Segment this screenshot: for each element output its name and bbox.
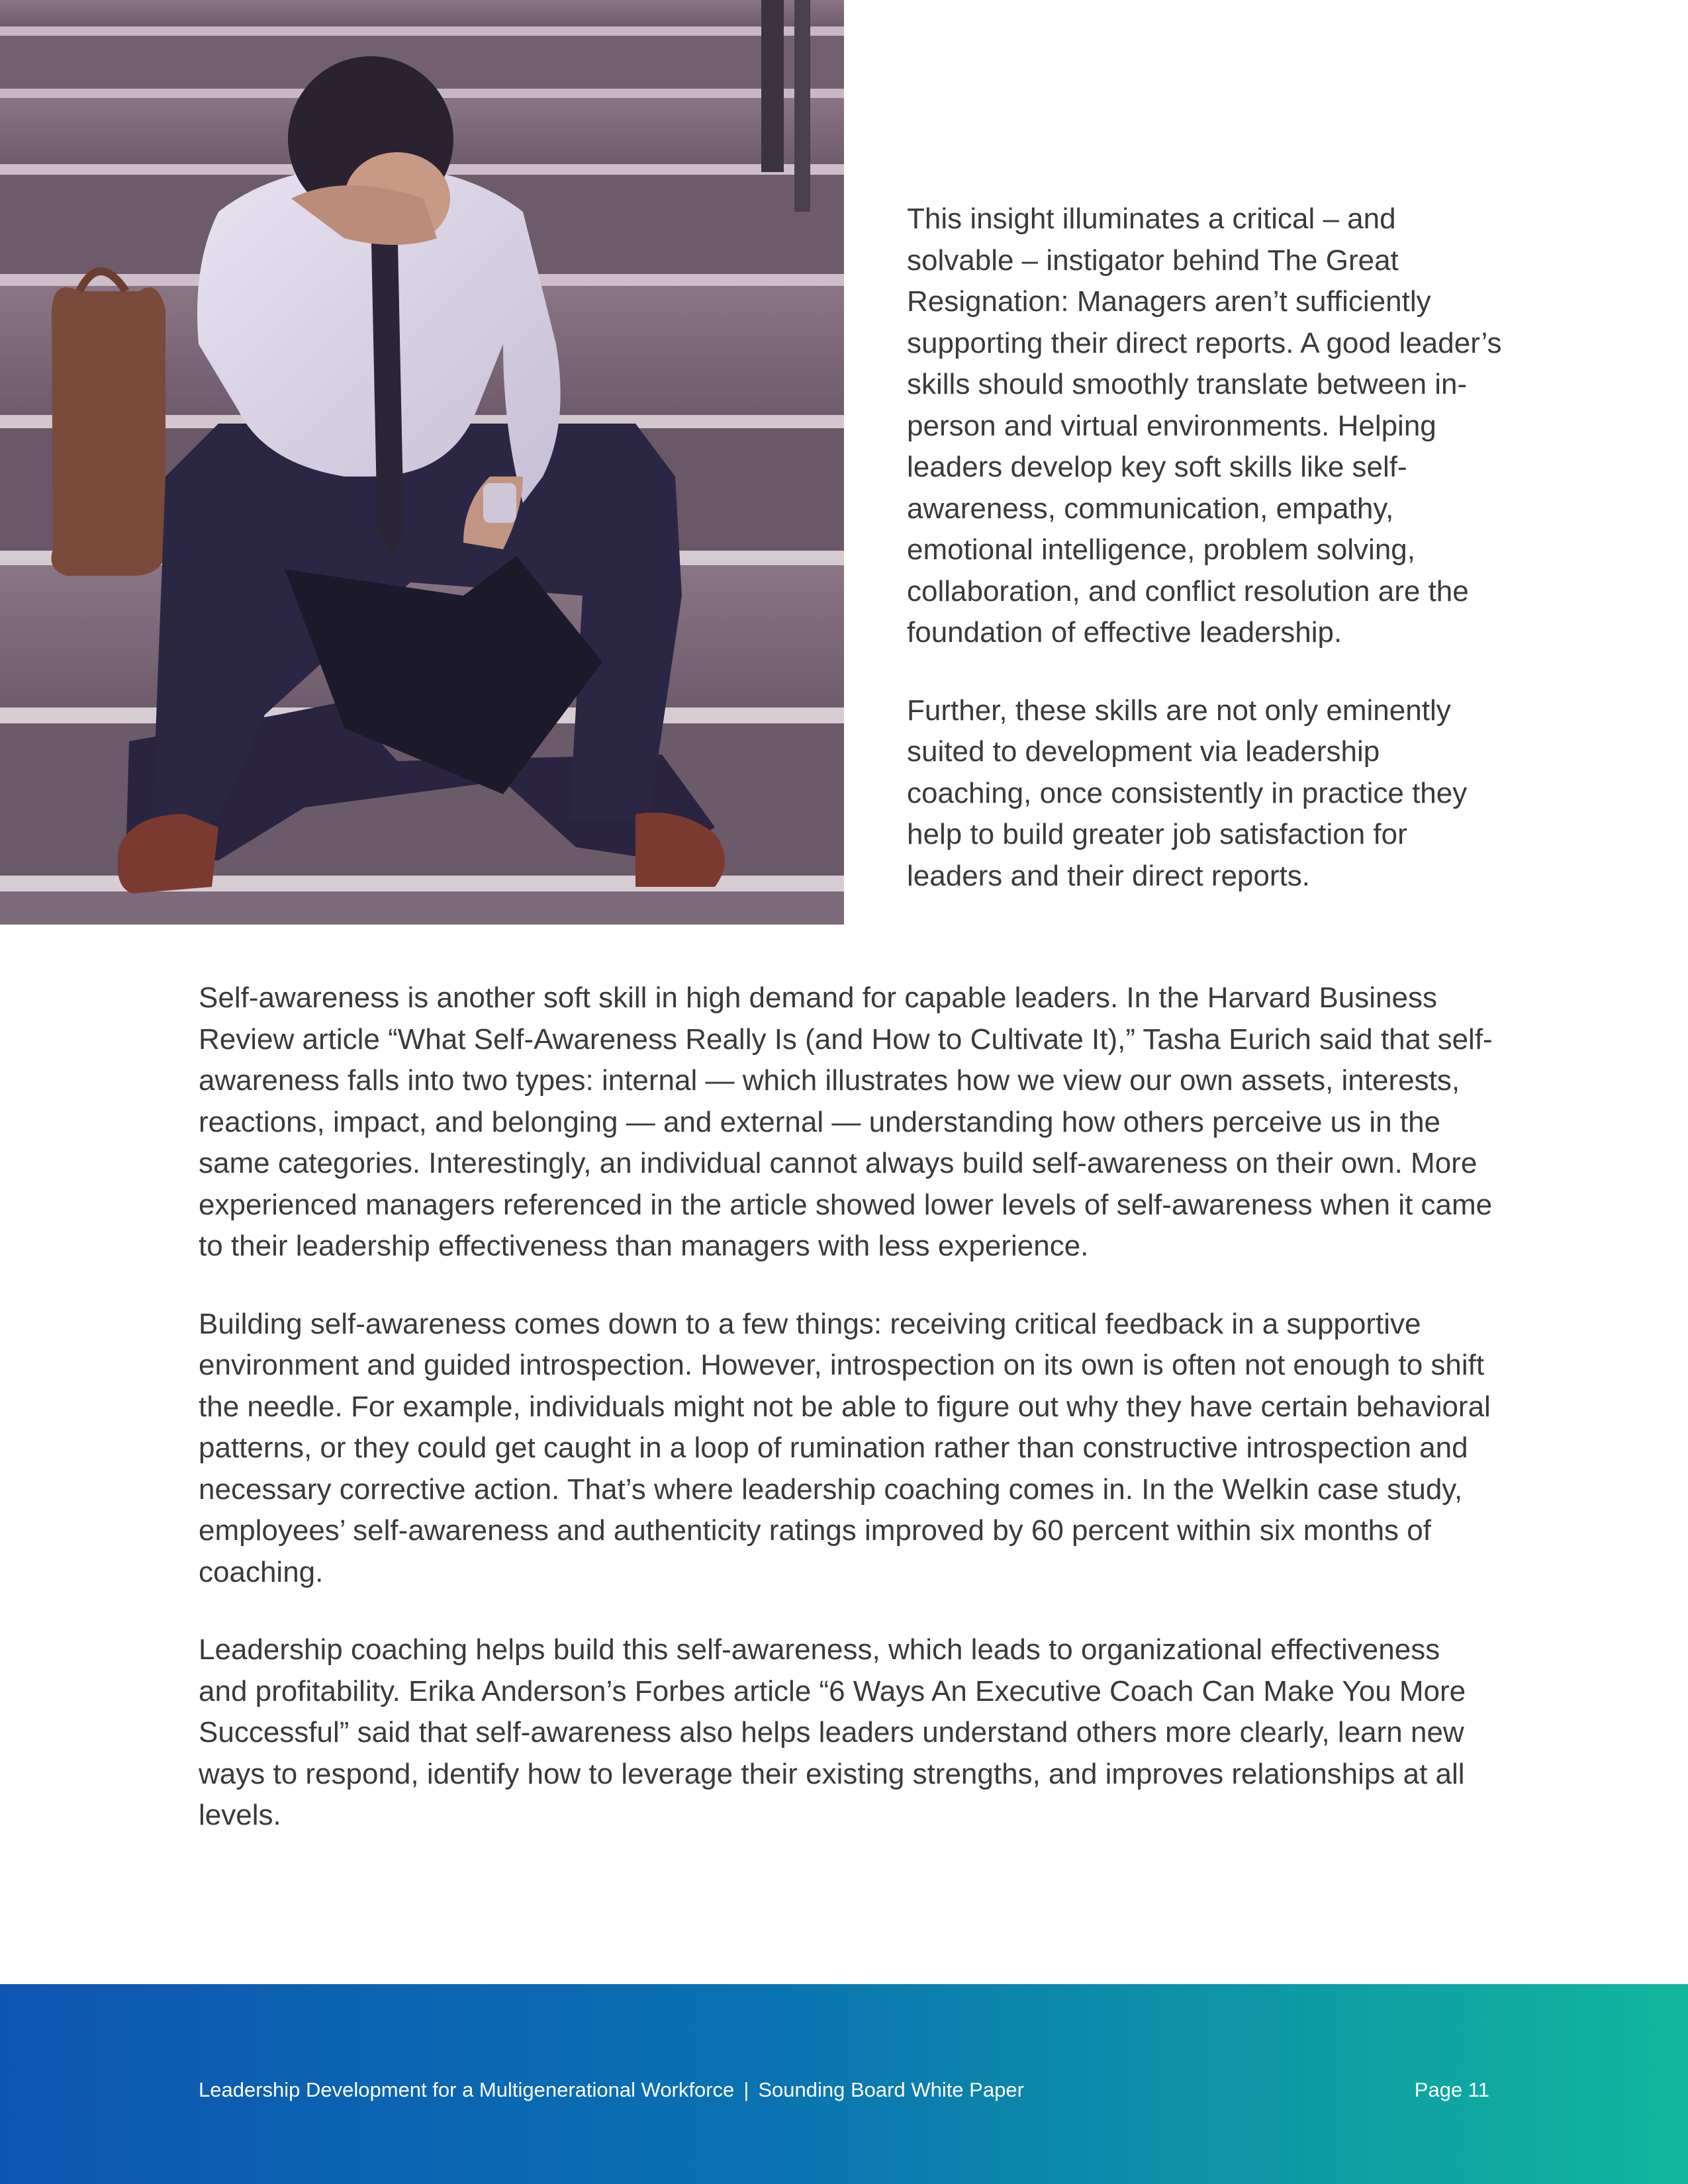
main-text-column <box>199 978 1496 1873</box>
body-paragraph-3: Leadership coaching helps build this self-awareness, which leads to organizational effectiveness and profitability. Erika Anderson’s Forbes article “6 Ways An Executive Coach Can Make You More Successful” said that self-awareness also helps leaders understand others more clearly, learn new ways to respond, identify how to leverage their existing strengths, and improves relationships at all levels. <box>199 1633 1466 1831</box>
page-footer <box>0 1984 1688 2184</box>
body-paragraph-2: Building self-awareness comes down to a few things: receiving critical feedback in a supportive environment and guided introspection. However, introspection on its own is often not enough to shift the needle. For example, individuals might not be able to figure out why they have certain behavioral patterns, or they could get caught in a loop of rumination rather than constructive introspection and necessary corrective action. That’s where leadership coaching comes in. In the Welkin case study, employees’ self-awareness and authenticity ratings improved by 60 percent within six months of coaching. <box>199 1307 1491 1588</box>
body-paragraph-1: Self-awareness is another soft skill in high demand for capable leaders. In the Harvard Business Review article “What Self-Awareness Really Is (and How to Cultivate It),” Tasha Eurich said that self-awareness falls into two types: internal — which illustrates how we view our own assets, interests, reactions, impact, and belonging — and external — understanding how others perceive us in the same categories. Interestingly, an individual cannot always build self-awareness on their own. More experienced managers referenced in the article showed lower levels of self-awareness when it came to their leadership effectiveness than managers with less experience. <box>199 981 1493 1262</box>
footer-doc-title: Leadership Development for a Multigenerational Workforce <box>199 2078 735 2101</box>
footer-title-line <box>199 2077 1024 2103</box>
side-paragraph-1: This insight illuminates a critical – and solvable – instigator behind The Great Resignation: Managers aren’t sufficiently supporting their direct reports. A good leader’s skills should smoothly translate between in-person and virtual environments. Helping leaders develop key soft skills like self-awareness, communication, empathy, emotional intelligence, problem solving, collaboration, and conflict resolution are the foundation of effective leadership. <box>907 203 1502 649</box>
side-text-column <box>907 199 1503 933</box>
side-paragraph-2: Further, these skills are not only eminently suited to development via leadership coaching, once consistently in practice they help to build greater job satisfaction for leaders and their direct reports. <box>907 694 1468 892</box>
page-number: Page 11 <box>1414 2078 1489 2101</box>
footer-publisher: Sounding Board White Paper <box>758 2078 1024 2101</box>
stairs-illustration <box>0 0 844 925</box>
footer-separator: | <box>743 2078 749 2101</box>
stressed-businessman-photo <box>0 0 844 925</box>
